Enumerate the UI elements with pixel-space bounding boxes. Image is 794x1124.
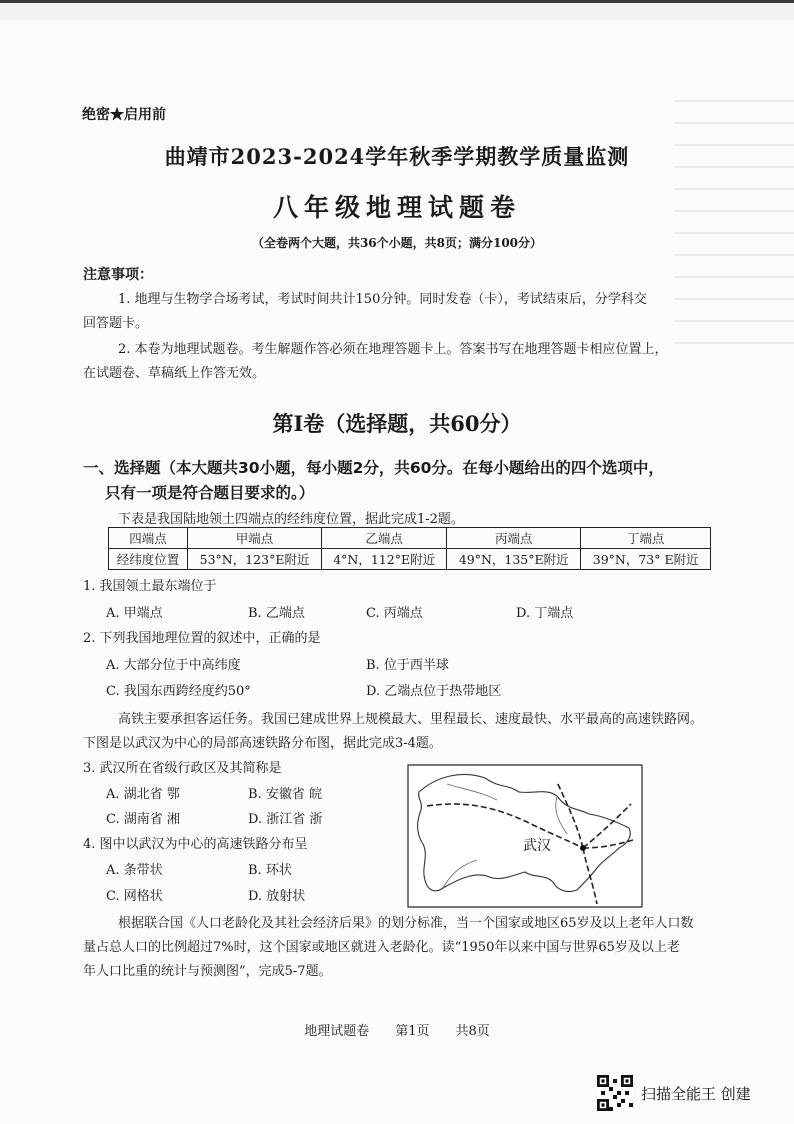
aging-intro-end: 年人口比重的统计与预测图”，完成5-7题。 [83, 964, 332, 979]
wuhan-city-dot [580, 845, 586, 851]
notice-item-2: 2. 本卷为地理试题卷。考生解题作答必须在地理答题卡上。答案书写在地理答题卡相应位置上， [118, 342, 668, 357]
question-4-option-b: B. 环状 [248, 863, 292, 878]
aging-intro-cont: 量占总人口的比例超过7%时，这个国家或地区就进入老龄化。读“1950年以来中国与世界65岁及以上老 [83, 940, 680, 955]
question-4-option-a: A. 条带状 [106, 863, 163, 878]
rail-intro-cont: 下图是以武汉为中心的局部高速铁路分布图，据此完成3-4题。 [83, 736, 442, 751]
page-footer: 地理试题卷 第1页 共8页 [304, 1024, 490, 1039]
notice-heading: 注意事项： [83, 267, 153, 283]
question-1-option-d: D. 丁端点 [516, 606, 574, 621]
paper-title: 八年级地理试题卷 [272, 193, 521, 222]
question-4-option-d: D. 放射状 [248, 889, 306, 904]
question-3-option-d: D. 浙江省 浙 [248, 812, 323, 827]
table-cell: 39°N，73° E附近 [581, 549, 711, 570]
exam-title: 曲靖市2023-2024学年秋季学期教学质量监测 [164, 144, 630, 169]
table-header: 丁端点 [581, 528, 711, 549]
table-cell: 经纬度位置 [109, 549, 188, 570]
question-4-stem: 4. 图中以武汉为中心的高速铁路分布呈 [83, 837, 308, 852]
railway-map [407, 764, 643, 908]
question-2-option-b: B. 位于西半球 [366, 658, 449, 673]
wuhan-label: 武汉 [523, 837, 551, 853]
notice-item-1-cont: 回答题卡。 [83, 316, 149, 331]
table-header: 甲端点 [187, 528, 321, 549]
table-header: 乙端点 [322, 528, 447, 549]
rail-intro: 高铁主要承担客运任务。我国已建成世界上规模最大、里程最长、速度最快、水平最高的高速铁路网。 [118, 712, 704, 727]
question-2-stem: 2. 下列我国地理位置的叙述中，正确的是 [83, 631, 321, 646]
question-2-option-c: C. 我国东西跨经度约50° [106, 684, 251, 699]
map-frame [408, 765, 642, 907]
question-section-heading: 一、选择题（本大题共30小题，每小题2分，共60分。在每小题给出的四个选项中， [83, 459, 664, 477]
notice-item-2-cont: 在试题卷、草稿纸上作答无效。 [83, 366, 266, 381]
question-section-heading-cont: 只有一项是符合题目要求的。） [105, 484, 315, 502]
table-cell: 4°N，112°E附近 [322, 549, 447, 570]
question-3-option-c: C. 湖南省 湘 [106, 812, 180, 827]
aging-intro: 根据联合国《人口老龄化及其社会经济后果》的划分标准，当一个国家或地区65岁及以上老年人口数 [118, 916, 694, 931]
bleed-through-text [674, 100, 794, 360]
coordinates-table [108, 527, 711, 570]
table-header: 丙端点 [447, 528, 581, 549]
scan-edge [0, 0, 794, 20]
question-2-option-a: A. 大部分位于中高纬度 [106, 658, 241, 673]
paper-subtitle: （全卷两个大题，共36个小题，共8页；满分100分） [251, 236, 543, 250]
table-cell: 49°N，135°E附近 [447, 549, 581, 570]
qr-code-icon [597, 1075, 633, 1111]
question-1-option-c: C. 丙端点 [366, 606, 423, 621]
table-row [109, 549, 711, 570]
question-3-option-a: A. 湖北省 鄂 [106, 787, 180, 802]
question-3-stem: 3. 武汉所在省级行政区及其简称是 [83, 761, 282, 776]
confidential-mark: 绝密★启用前 [82, 107, 166, 123]
question-1-option-b: B. 乙端点 [248, 606, 305, 621]
table-header: 四端点 [109, 528, 188, 549]
question-1-stem: 1. 我国领土最东端位于 [83, 579, 217, 594]
table-cell: 53°N，123°E附近 [187, 549, 321, 570]
table-header-row [109, 528, 711, 549]
question-3-option-b: B. 安徽省 皖 [248, 787, 322, 802]
section-title: 第Ⅰ卷（选择题，共60分） [272, 411, 522, 436]
table-intro: 下表是我国陆地领土四端点的经纬度位置，据此完成1-2题。 [118, 512, 464, 527]
question-2-option-d: D. 乙端点位于热带地区 [366, 684, 502, 699]
question-4-option-c: C. 网格状 [106, 889, 163, 904]
notice-item-1: 1. 地理与生物学合场考试，考试时间共计150分钟。同时发卷（卡），考试结束后，分学科交 [118, 292, 647, 307]
question-1-option-a: A. 甲端点 [106, 606, 163, 621]
scanner-watermark: 扫描全能王 创建 [641, 1085, 751, 1103]
